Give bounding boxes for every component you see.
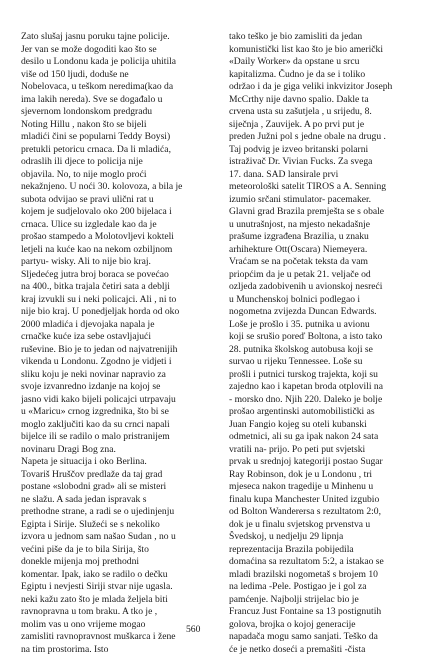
text-line: prošao argentinski automobilistički as — [229, 406, 423, 419]
text-line: izumio srčani stimulator- pacemaker. — [229, 194, 423, 207]
text-line: - morsko dno. Njih 220. Daleko je bolje — [229, 394, 423, 407]
text-line: 2000 mladića i djevojaka napala je — [21, 319, 213, 332]
text-line: bijelce ili se radilo o malo pristranijem — [21, 431, 213, 444]
text-line: vratili na- prijo. Po peti put svjetski — [229, 444, 423, 457]
text-line: istraživač Dr. Vivian Fucks. Za svega — [229, 156, 423, 169]
text-line: domaćina sa rezultatom 5:2, a istakao se — [229, 556, 423, 569]
text-line: napadača mogu samo sanjati. Teško da — [229, 631, 423, 644]
right-text-column — [229, 31, 423, 656]
text-line: kojem je sudjelovalo oko 200 bijelaca i — [21, 206, 213, 219]
text-line: Glavni grad Brazila premješta se s obale — [229, 206, 423, 219]
text-line: Napeta je situacija i oko Berlina. — [21, 456, 213, 469]
text-line: na 400., bitka trajala četiri sata a deblji — [21, 281, 213, 294]
text-line: Švedskoj, u nedjelju 29 lipnja — [229, 531, 423, 544]
text-line: McCrthy nije davno spalio. Dakle ta — [229, 94, 423, 107]
text-line: dok je u finalu svjetskog prvenstva u — [229, 519, 423, 532]
text-line: ozljeda zadobivenih u avionskoj nesreći — [229, 281, 423, 294]
text-line: 28. putnika školskog autobusa koji se — [229, 344, 423, 357]
text-line: od Bolton Wanderersa s rezultatom 2:0, — [229, 506, 423, 519]
text-line: izvora u jednom sam našao Sudan , no u — [21, 531, 213, 544]
text-line: Ray Robinson, dok je u Londonu , tri — [229, 469, 423, 482]
text-line: pretukli petoricu crnaca. Da li mladića, — [21, 144, 213, 157]
text-line: golova, brojka o kojoj generacije — [229, 619, 423, 632]
text-line: odraslih ili djece to policija nije — [21, 156, 213, 169]
text-line: u Munchenskoj bolnici podlegao i — [229, 294, 423, 307]
text-line: mladići čini se popularni Teddy Boysi) — [21, 131, 213, 144]
text-line: vikenda u Londonu. Zgodno je vidjeti i — [21, 356, 213, 369]
text-line: Jer van se može dogoditi kao što se — [21, 44, 213, 57]
text-line: jasno vidi kako bijeli policajci utrpavaju — [21, 394, 213, 407]
text-line: komentar. Ipak, iako se radilo o dečku — [21, 569, 213, 582]
text-line: većini piše da je to bila Sirija, što — [21, 544, 213, 557]
text-line: Taj podvig je izveo britanski polarni — [229, 144, 423, 157]
text-line: postane «slobodni grad» ali se misteri — [21, 481, 213, 494]
text-line: Nobelovaca, u teškom neredima(kao da — [21, 81, 213, 94]
text-line: nekažnjeno. U noći 30. kolovoza, a bila je — [21, 181, 213, 194]
text-line: prošao stampedo a Molotovljevi kokteli — [21, 231, 213, 244]
text-line: sliku koju je neki novinar napravio za — [21, 369, 213, 382]
text-line: kraj izvukli su i neki policajci. Ali , ni to — [21, 294, 213, 307]
text-line: Tovariš Hruščov predlaže da taj grad — [21, 469, 213, 482]
text-line: u «Maricu» crnog izgrednika, što bi se — [21, 406, 213, 419]
text-line: zamisliti ravnopravnost muškarca i žene — [21, 631, 213, 644]
text-line: ruševine. Bio je to jedan od najvatrenijih — [21, 344, 213, 357]
text-line: pamćenje. Najbolji strijelac bio je — [229, 594, 423, 607]
text-line: objavila. No, to nije moglo proći — [21, 169, 213, 182]
text-line: Francuz Just Fontaine sa 13 postignutih — [229, 606, 423, 619]
text-line: moglo zaključiti kao da su crnci napali — [21, 419, 213, 432]
text-line: crnačke kuće iza sebe ostavljajući — [21, 331, 213, 344]
text-line: mjeseca nakon tragedije u Minhenu u — [229, 481, 423, 494]
text-line: molim vas u ono vrijeme mogao — [21, 619, 213, 632]
text-line: Zato slušaj jasnu poruku tajne policije. — [21, 31, 213, 44]
text-line: na tim prostorima. Isto — [21, 644, 213, 656]
text-line: Juan Fangio kojeg su oteli kubanski — [229, 419, 423, 432]
text-line: desilo u Londonu kada je policija uhitila — [21, 56, 213, 69]
text-line: prašume izgrađena Brazilia, u znaku — [229, 231, 423, 244]
text-line: Egiptu i nevjesti Siriji stvar nije ugasla. — [21, 581, 213, 594]
text-line: crvena usta su zašutjela , u srijedu, 8. — [229, 106, 423, 119]
text-line: kapitalizma. Čudno je da se i toliko — [229, 69, 423, 82]
text-line: siječnja , Zauvijek. A po prvi put je — [229, 119, 423, 132]
text-line: ne slažu. A sada jedan ispravak s — [21, 494, 213, 507]
text-line: partyu- wisky. Ali to nije bio kraj. — [21, 256, 213, 269]
text-line: Noting Hillu , nakon što se bijeli — [21, 119, 213, 132]
text-line: svoje izvanredno izdanje na kojoj se — [21, 381, 213, 394]
text-line: novinaru Dragi Bog zna. — [21, 444, 213, 457]
text-line: prvak u srednjoj kategoriji postao Sugar — [229, 456, 423, 469]
text-line: ravnopravna u tom braku. A tko je , — [21, 606, 213, 619]
text-line: preden Južni pol s jedne obale na drugu . — [229, 131, 423, 144]
text-line: finalu kupa Manchester United izgubio — [229, 494, 423, 507]
text-line: nogometna zvijezda Duncan Edwards. — [229, 306, 423, 319]
text-line: koji se srušio poreď Boltona, a isto tako — [229, 331, 423, 344]
text-line: Egipta i Sirije. Služeći se s nekoliko — [21, 519, 213, 532]
text-line: 17. dana. SAD lansirale prvi — [229, 169, 423, 182]
text-line: sjevernom londonskom predgradu — [21, 106, 213, 119]
text-line: arhihekture Ott(Oscara) Niemeyera. — [229, 244, 423, 257]
text-line: reprezentacija Brazila pobijedila — [229, 544, 423, 557]
text-line: subota odvijao se pravi ulični rat u — [21, 194, 213, 207]
text-line: održao i da je giga veliki inkvizitor Joseph — [229, 81, 423, 94]
text-line: neki kažu zato što je mlada željela biti — [21, 594, 213, 607]
text-line: će je netko doseći a premašiti -čista — [229, 644, 423, 656]
text-line: priopćim da je u petak 21. veljače od — [229, 269, 423, 282]
page-number: 560 — [186, 624, 200, 637]
text-line: Loše je prošlo i 35. putnika u avionu — [229, 319, 423, 332]
text-line: zajedno kao i kapetan broda otplovili na — [229, 381, 423, 394]
text-line: survao u rijeku Tennessee. Loše su — [229, 356, 423, 369]
text-line: komunistički list kao što je bio američki — [229, 44, 423, 57]
text-line: letjeli na kuće kao na nekom ozbiljnom — [21, 244, 213, 257]
text-line: Sljedećeg jutra broj boraca se povećao — [21, 269, 213, 282]
text-line: u unutrašnjost, na mjesto nekadašnje — [229, 219, 423, 232]
text-line: crnaca. Ulice su izgledale kao da je — [21, 219, 213, 232]
text-line: mladi brazilski nogometaš s brojem 10 — [229, 569, 423, 582]
text-line: donekle mijenja moj prethodni — [21, 556, 213, 569]
text-line: više od 150 ljudi, doduše ne — [21, 69, 213, 82]
text-line: meteorološki satelit TIROS a A. Senning — [229, 181, 423, 194]
text-line: Vraćam se na početak teksta da vam — [229, 256, 423, 269]
text-line: «Daily Worker» da opstane u srcu — [229, 56, 423, 69]
left-text-column — [21, 31, 213, 656]
text-line: tako teško je bio zamisliti da jedan — [229, 31, 423, 44]
text-line: odmetnici, ali su ga ipak nakon 24 sata — [229, 431, 423, 444]
text-line: ima lakih nereda). Sve se događalo u — [21, 94, 213, 107]
text-line: prethodne strane, a radi se o ujedinjenju — [21, 506, 213, 519]
text-line: prošli i putnici turskog trajekta, koji su — [229, 369, 423, 382]
text-line: na ledima -Pele. Postigao je i gol za — [229, 581, 423, 594]
text-line: nije bio kraj. U ponedjeljak horda od oko — [21, 306, 213, 319]
